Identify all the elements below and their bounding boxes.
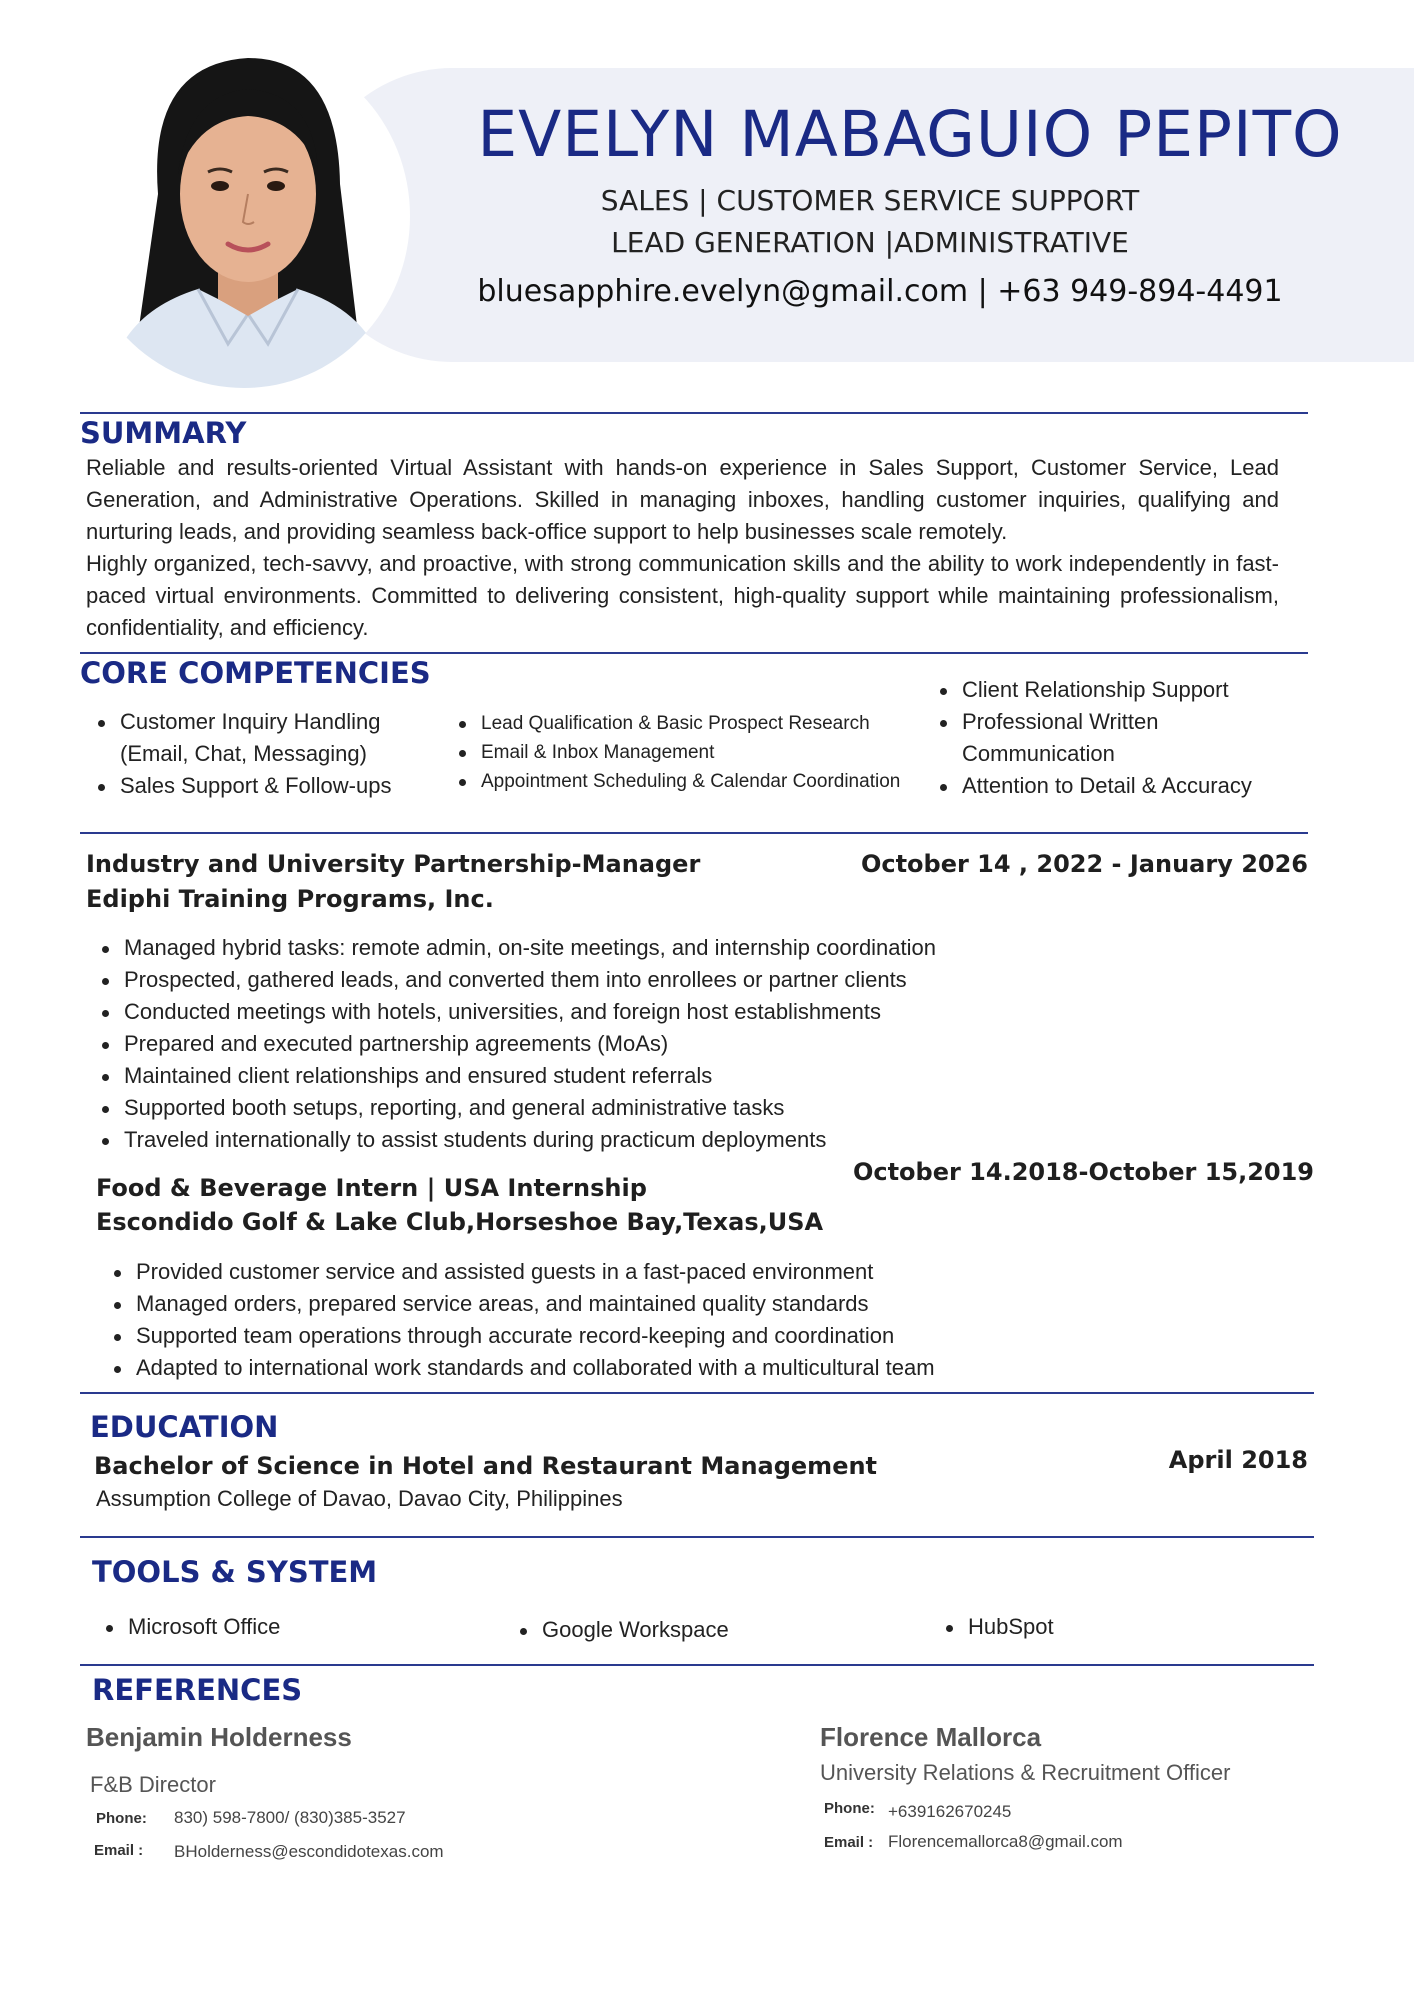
tools-heading: TOOLS & SYSTEM — [92, 1555, 378, 1589]
reference-name: Benjamin Holderness — [86, 1722, 352, 1752]
summary-text — [86, 452, 1279, 644]
reference-phone-label: Phone: — [96, 1810, 147, 1827]
duty-item: Supported team operations through accurate record-keeping and coordination — [106, 1320, 935, 1352]
competencies-heading: CORE COMPETENCIES — [80, 656, 431, 690]
duty-item: Managed orders, prepared service areas, and maintained quality standards — [106, 1288, 935, 1320]
candidate-name: EVELYN MABAGUIO PEPITO — [477, 98, 1343, 171]
competency-item: Professional Written Communication — [932, 706, 1192, 770]
tool-item: HubSpot — [938, 1611, 1054, 1643]
duty-item: Traveled internationally to assist students during practicum deployments — [94, 1124, 936, 1156]
reference-role: University Relations & Recruitment Officer — [820, 1760, 1231, 1785]
reference-phone-label: Phone: — [824, 1800, 875, 1817]
job-title: Industry and University Partnership-Manager — [86, 850, 701, 878]
competency-item: Email & Inbox Management — [451, 738, 911, 767]
duty-item: Prepared and executed partnership agreements (MoAs) — [94, 1028, 936, 1060]
summary-paragraph: Highly organized, tech-savvy, and proactive, with strong communication skills and the ability to work independently in fast-paced virtual environments. Committed to delivering consistent, high-quality support while maintaining professionalism, confidentiality, and efficiency. — [86, 551, 1279, 640]
tools-item-1 — [98, 1611, 280, 1643]
tool-item: Google Workspace — [512, 1614, 729, 1646]
duty-item: Managed hybrid tasks: remote admin, on-site meetings, and internship coordination — [94, 932, 936, 964]
reference-phone: 830) 598-7800/ (830)385-3527 — [174, 1808, 406, 1827]
reference-email: Florencemallorca8@gmail.com — [888, 1832, 1123, 1851]
competencies-column-3 — [932, 674, 1292, 802]
tagline-secondary: LEAD GENERATION |ADMINISTRATIVE — [611, 226, 1129, 259]
job-title: Food & Beverage Intern | USA Internship — [96, 1174, 647, 1202]
duty-item: Supported booth setups, reporting, and general administrative tasks — [94, 1092, 936, 1124]
reference-email-label: Email : — [824, 1834, 874, 1851]
job-company: Escondido Golf & Lake Club,Horseshoe Bay,Texas,USA — [96, 1208, 824, 1236]
divider — [80, 1664, 1314, 1666]
duty-item: Adapted to international work standards and collaborated with a multicultural team — [106, 1352, 935, 1384]
job-company: Ediphi Training Programs, Inc. — [86, 885, 494, 913]
competency-item: Appointment Scheduling & Calendar Coordination — [451, 767, 911, 796]
reference-email-label: Email : — [94, 1842, 144, 1859]
job-date: October 14.2018-October 15,2019 — [852, 1158, 1314, 1186]
education-school: Assumption College of Davao, Davao City, Philippines — [96, 1486, 623, 1511]
competency-item: Customer Inquiry Handling (Email, Chat, Messaging) — [90, 706, 430, 770]
duty-item: Maintained client relationships and ensured student referrals — [94, 1060, 936, 1092]
duty-item: Conducted meetings with hotels, universities, and foreign host establishments — [94, 996, 936, 1028]
divider — [80, 412, 1308, 414]
references-heading: REFERENCES — [92, 1673, 303, 1707]
competency-item: Attention to Detail & Accuracy — [932, 770, 1292, 802]
tools-item-2 — [512, 1614, 729, 1646]
competency-item: Lead Qualification & Basic Prospect Research — [451, 709, 911, 738]
reference-role: F&B Director — [90, 1772, 216, 1797]
education-heading: EDUCATION — [90, 1410, 279, 1444]
contact-info: bluesapphire.evelyn@gmail.com | +63 949-894-4491 — [477, 274, 1283, 309]
reference-name: Florence Mallorca — [820, 1722, 1042, 1752]
duty-item: Provided customer service and assisted guests in a fast-paced environment — [106, 1256, 935, 1288]
summary-paragraph: Reliable and results-oriented Virtual Assistant with hands-on experience in Sales Support, Customer Service, Lead Generation, and Administrative Operations. Skilled in managing inboxes, handling customer inquiries, qualifying and nurturing leads, and providing seamless back-office support to help businesses scale remotely. — [86, 455, 1279, 544]
competencies-column-1 — [90, 706, 430, 802]
divider — [80, 1392, 1314, 1394]
job-duties — [94, 932, 936, 1156]
competency-item: Client Relationship Support — [932, 674, 1292, 706]
education-date: April 2018 — [1168, 1446, 1308, 1474]
job-duties — [106, 1256, 935, 1384]
divider — [80, 832, 1308, 834]
tools-item-3 — [938, 1611, 1054, 1643]
reference-phone: +639162670245 — [888, 1802, 1012, 1821]
competency-item: Sales Support & Follow-ups — [90, 770, 430, 802]
profile-photo — [78, 44, 410, 388]
divider — [80, 1536, 1314, 1538]
competencies-column-2 — [451, 709, 911, 796]
divider — [80, 652, 1308, 654]
tagline-primary: SALES | CUSTOMER SERVICE SUPPORT — [600, 184, 1140, 217]
duty-item: Prospected, gathered leads, and converted them into enrollees or partner clients — [94, 964, 936, 996]
job-date: October 14 , 2022 - January 2026 — [860, 850, 1308, 878]
summary-heading: SUMMARY — [80, 416, 247, 450]
tool-item: Microsoft Office — [98, 1611, 280, 1643]
education-degree: Bachelor of Science in Hotel and Restaurant Management — [94, 1452, 878, 1480]
reference-email: BHolderness@escondidotexas.com — [174, 1842, 444, 1861]
